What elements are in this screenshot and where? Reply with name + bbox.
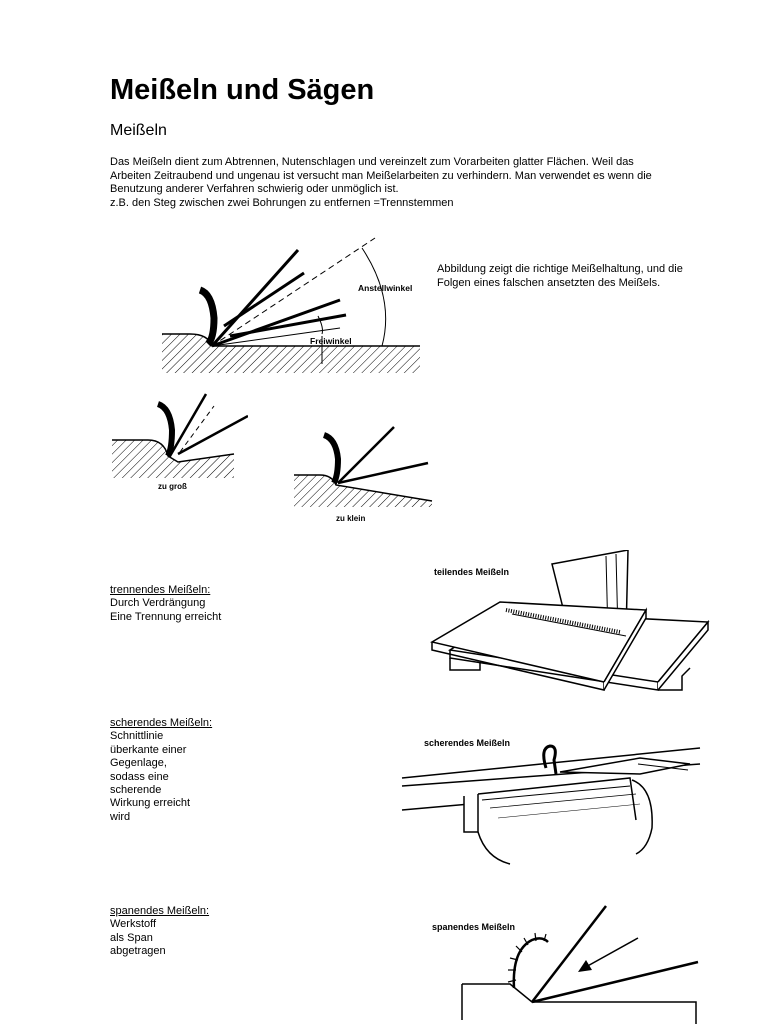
zu-klein-label: zu klein	[336, 514, 366, 523]
intro-line: z.B. den Steg zwischen zwei Bohrungen zu entfernen =Trennstemmen	[110, 196, 454, 209]
section-title: Meißeln	[110, 122, 167, 139]
section-heading: trennendes Meißeln:	[110, 584, 211, 596]
section-line: Gegenlage,	[110, 757, 167, 770]
section-line: wird	[110, 810, 131, 823]
section-line: überkante einer	[110, 743, 187, 756]
scherendes-label: scherendes Meißeln	[424, 738, 511, 748]
section-trennendes	[110, 584, 221, 624]
figure-caption: Abbildung zeigt die richtige Meißelhaltung, und die Folgen eines falschen ansetzten des Meißels.	[437, 263, 683, 289]
spanendes-meisseln-figure	[428, 900, 708, 1024]
teilendes-label: teilendes Meißeln	[434, 567, 510, 577]
intro-line: Arbeiten Zeitraubend und ungenau ist versucht man Meißelarbeiten zu verhindern. Man verwendet es wenn die	[110, 169, 652, 182]
chisel-too-large-figure	[108, 390, 248, 495]
section-spanendes	[110, 905, 209, 959]
intro-paragraph	[110, 156, 710, 210]
intro-line: Das Meißeln dient zum Abtrennen, Nutenschlagen und vereinzelt zum Vorarbeiten glatter Flächen. Weil das	[110, 156, 634, 168]
section-line: Schnittlinie	[110, 730, 164, 743]
intro-line: Benutzung anderer Verfahren schwierig oder unmöglich ist.	[110, 183, 399, 196]
chisel-too-small-figure	[290, 425, 435, 525]
anstellwinkel-label: Anstellwinkel	[358, 283, 413, 293]
section-line: Durch Verdrängung	[110, 597, 206, 610]
section-line: Wirkung erreicht	[110, 797, 191, 810]
section-line: sodass eine	[110, 770, 169, 783]
section-line: Eine Trennung erreicht	[110, 610, 222, 623]
section-line: als Span	[110, 931, 153, 944]
teilendes-meisseln-figure	[420, 550, 716, 696]
scherendes-meisseln-figure	[400, 728, 710, 878]
section-heading: scherendes Meißeln:	[110, 717, 213, 729]
zu-gross-label: zu groß	[158, 482, 187, 491]
freiwinkel-label: Freiwinkel	[310, 336, 352, 346]
section-line: scherende	[110, 784, 162, 797]
section-line: abgetragen	[110, 945, 166, 958]
spanendes-label: spanendes Meißeln	[432, 922, 516, 932]
page-title: Meißeln und Sägen	[110, 74, 375, 106]
section-scherendes	[110, 717, 212, 824]
chisel-angle-figure	[150, 228, 430, 378]
section-line: Werkstoff	[110, 918, 157, 931]
section-heading: spanendes Meißeln:	[110, 905, 210, 917]
